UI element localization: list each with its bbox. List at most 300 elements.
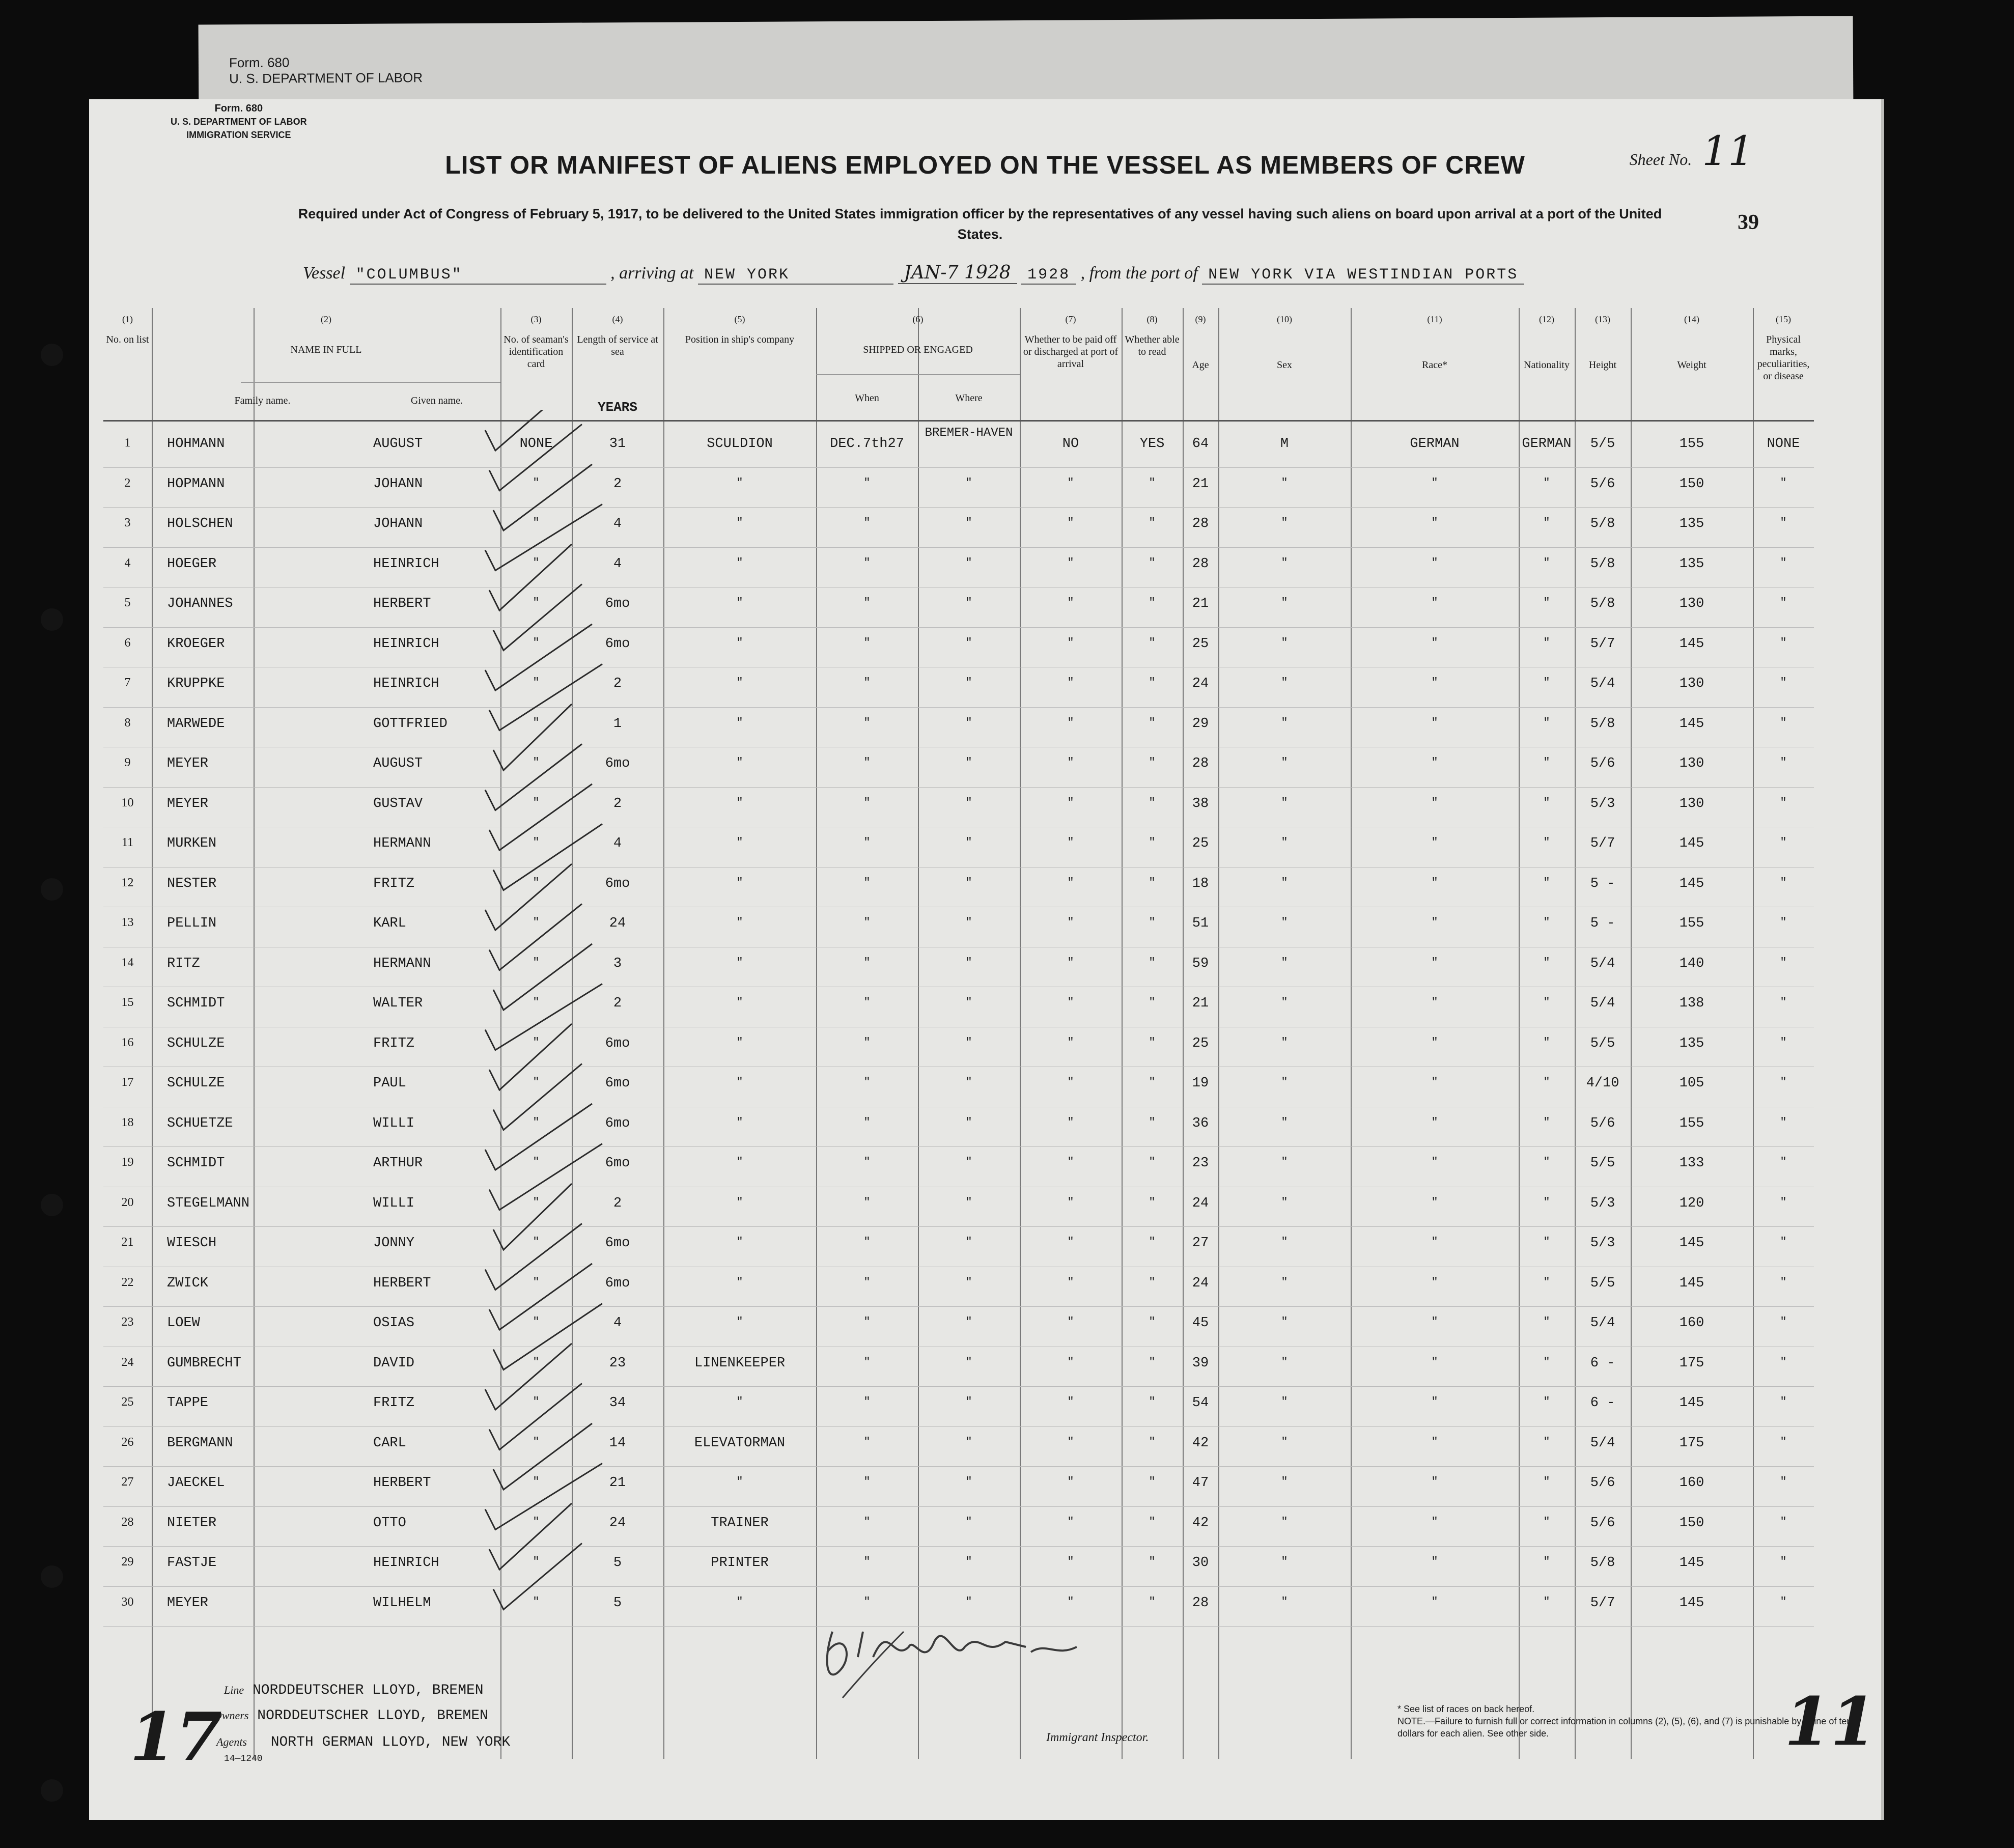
check-mark [489,1384,582,1450]
column-header-family: Family name. [234,395,291,406]
cell-sex: " [1281,716,1288,729]
cell-family: JAECKEL [167,1475,225,1491]
cell-where: " [965,1195,972,1209]
binder-hole [41,1194,63,1216]
cell-card: " [533,1475,540,1488]
cell-paid: " [1067,996,1074,1009]
inspector-label: Immigrant Inspector. [1046,1731,1149,1744]
header-subrule [241,382,500,383]
cell-race: " [1431,676,1438,689]
column-number: (15) [1776,314,1791,324]
check-mark [489,664,602,731]
cell-nat: GERMAN [1522,436,1572,452]
cell-no: 4 [124,556,131,570]
table-row-rule [103,1226,1814,1227]
cell-family: KROEGER [167,636,225,652]
cell-marks: " [1780,796,1787,809]
cell-weight: 120 [1679,1195,1704,1211]
table-row-rule [103,627,1814,628]
cell-where: " [965,516,972,529]
cell-given: WALTER [373,996,423,1011]
cell-where: " [965,1275,972,1289]
cell-marks: " [1780,556,1787,569]
cell-height: 5/5 [1590,1035,1615,1051]
cell-service: 4 [613,836,622,851]
cell-nat: " [1543,476,1550,489]
cell-race: " [1431,956,1438,969]
cell-no: 9 [124,756,131,769]
vessel-line: Vessel "COLUMBUS" , arriving at NEW YORK JAN-7 1928 1928 , from the port of NEW YORK VIA WESTINDIAN PORTS [303,262,1524,285]
cell-where: " [965,1435,972,1448]
stamp-number-left: 17 [130,1698,222,1776]
cell-paid: NO [1062,436,1079,452]
cell-card: " [533,876,540,889]
cell-where: " [965,1355,972,1368]
cell-age: 47 [1192,1475,1209,1491]
cell-paid: " [1067,1156,1074,1168]
table-row-rule [103,1426,1814,1427]
column-rule [152,308,153,1759]
cell-nat: " [1543,1355,1550,1368]
cell-sex: " [1281,1515,1288,1528]
column-header-c14: Weight [1677,359,1707,371]
cell-position: LINENKEEPER [694,1355,786,1371]
cell-paid: " [1067,1236,1074,1248]
cell-paid: " [1067,676,1074,689]
cell-where: " [965,1156,972,1168]
cell-weight: 138 [1679,996,1704,1011]
cell-weight: 155 [1679,916,1704,931]
cell-where: " [965,476,972,489]
cell-sex: " [1281,516,1288,529]
cell-race: " [1431,1275,1438,1289]
cell-given: GOTTFRIED [373,716,447,732]
cell-given: KARL [373,916,406,931]
cell-race: " [1431,836,1438,849]
cell-age: 25 [1192,836,1209,851]
cell-given: AUGUST [373,436,423,452]
cell-where: " [965,996,972,1009]
cell-nat: " [1543,1076,1550,1088]
cell-weight: 150 [1679,1515,1704,1531]
column-number: (8) [1146,314,1158,324]
cell-family: HOPMANN [167,476,225,492]
cell-height: 5/7 [1590,1595,1615,1611]
cell-age: 21 [1192,596,1209,611]
arriving-port: NEW YORK [698,266,893,285]
check-mark [489,1024,572,1090]
cell-marks: " [1780,1355,1787,1368]
cell-family: MEYER [167,756,209,771]
cell-paid: " [1067,1035,1074,1049]
cell-position: " [736,556,743,569]
under-form-label: Form. 680 U. S. DEPARTMENT OF LABOR [229,54,423,87]
cell-nat: " [1543,1275,1550,1289]
cell-read: " [1149,636,1156,649]
cell-nat: " [1543,836,1550,849]
cell-where: " [965,1555,972,1568]
cell-family: NIETER [167,1515,217,1531]
cell-where: " [965,1515,972,1528]
cell-sex: " [1281,1555,1288,1568]
cell-height: 5/8 [1590,516,1615,531]
cell-family: MEYER [167,1595,209,1611]
cell-age: 27 [1192,1236,1209,1251]
cell-card: " [533,756,540,769]
cell-race: " [1431,1115,1438,1129]
cell-service: 6mo [605,636,630,652]
cell-height: 5/4 [1590,996,1615,1011]
cell-age: 51 [1192,916,1209,931]
arrival-date: JAN-7 1928 [898,262,1017,284]
cell-family: ZWICK [167,1275,209,1291]
cell-family: BERGMANN [167,1435,233,1451]
cell-service: 1 [613,716,622,732]
cell-paid: " [1067,1115,1074,1129]
cell-nat: " [1543,796,1550,809]
cell-read: " [1149,1355,1156,1368]
cell-weight: 135 [1679,556,1704,572]
cell-paid: " [1067,916,1074,929]
cell-when: " [863,1475,871,1488]
check-mark [489,904,582,970]
cell-weight: 135 [1679,1035,1704,1051]
cell-read: " [1149,1195,1156,1209]
cell-paid: " [1067,516,1074,529]
cell-family: SCHMIDT [167,1156,225,1171]
cell-position: " [736,956,743,969]
cell-height: 5/8 [1590,1555,1615,1571]
check-mark [489,1144,602,1210]
check-marks [470,410,724,1683]
cell-no: 10 [121,796,134,809]
cell-marks: " [1780,916,1787,929]
sheet-number: Sheet No. 11 [1629,127,1754,175]
cell-given: JONNY [373,1236,415,1251]
cell-race: " [1431,1195,1438,1209]
binder-hole [41,1779,63,1802]
cell-marks: " [1780,1395,1787,1408]
check-mark [485,505,602,571]
footnote: * See list of races on back hereof. NOTE.—Failure to furnish full or correct information in columns (2), (5), (6), and (7) is punishable by a fine of ten dollars for each alien. See other side. [1397,1704,1852,1739]
cell-weight: 140 [1679,956,1704,971]
cell-service: 5 [613,1595,622,1611]
cell-where: " [965,636,972,649]
column-number: (11) [1427,314,1442,324]
cell-where: " [965,1595,972,1608]
cell-position: " [736,636,743,649]
cell-where: BREMER-HAVEN [925,426,1013,440]
table-row-rule [103,1546,1814,1547]
cell-race: " [1431,756,1438,769]
cell-no: 15 [121,996,134,1009]
cell-age: 59 [1192,956,1209,971]
cell-card: " [533,1315,540,1328]
cell-given: HEINRICH [373,556,439,572]
cell-family: TAPPE [167,1395,209,1411]
cell-family: MURKEN [167,836,217,851]
cell-age: 64 [1192,436,1209,452]
cell-card: NONE [519,436,553,452]
cell-where: " [965,796,972,809]
cell-sex: " [1281,1315,1288,1328]
cell-age: 29 [1192,716,1209,732]
cell-card: " [533,716,540,729]
cell-age: 45 [1192,1315,1209,1331]
check-mark [493,1304,602,1370]
cell-read: " [1149,756,1156,769]
cell-paid: " [1067,956,1074,969]
cell-paid: " [1067,1275,1074,1289]
cell-weight: 160 [1679,1315,1704,1331]
cell-position: " [736,1315,743,1328]
cell-race: " [1431,1236,1438,1248]
cell-position: " [736,796,743,809]
check-mark [489,1503,572,1570]
cell-position: " [736,1076,743,1088]
cell-sex: " [1281,556,1288,569]
cell-when: " [863,996,871,1009]
cell-age: 23 [1192,1156,1209,1171]
cell-given: OSIAS [373,1315,415,1331]
cell-paid: " [1067,756,1074,769]
cell-weight: 135 [1679,516,1704,531]
cell-when: DEC.7th27 [830,436,904,452]
cell-read: " [1149,796,1156,809]
cell-height: 5/4 [1590,676,1615,691]
cell-where: " [965,556,972,569]
cell-family: RITZ [167,956,200,971]
cell-where: " [965,756,972,769]
cell-paid: " [1067,716,1074,729]
cell-race: GERMAN [1410,436,1460,452]
cell-read: YES [1139,436,1165,452]
cell-sex: " [1281,996,1288,1009]
cell-no: 2 [124,476,131,490]
cell-service: 24 [609,1515,626,1531]
cell-marks: " [1780,516,1787,529]
cell-height: 5/8 [1590,596,1615,611]
cell-family: NESTER [167,876,217,891]
cell-no: 1 [124,436,131,450]
cell-family: HOLSCHEN [167,516,233,531]
cell-given: HEINRICH [373,676,439,691]
cell-sex: " [1281,956,1288,969]
cell-when: " [863,1275,871,1289]
column-header-c13: Height [1588,359,1617,371]
cell-card: " [533,1275,540,1289]
cell-race: " [1431,1315,1438,1328]
cell-paid: " [1067,1315,1074,1328]
cell-given: OTTO [373,1515,406,1531]
column-number: (10) [1277,314,1292,324]
cell-position: " [736,1156,743,1168]
cell-where: " [965,1475,972,1488]
cell-nat: " [1543,1195,1550,1209]
cell-nat: " [1543,1395,1550,1408]
cell-service: 2 [613,796,622,811]
cell-card: " [533,556,540,569]
cell-no: 20 [121,1195,134,1209]
cell-nat: " [1543,516,1550,529]
cell-nat: " [1543,676,1550,689]
cell-given: HERBERT [373,1475,431,1491]
table-row-rule [103,1586,1814,1587]
cell-paid: " [1067,836,1074,849]
cell-given: HERBERT [373,1275,431,1291]
cell-no: 17 [121,1076,134,1089]
cell-height: 6 - [1590,1395,1615,1411]
cell-weight: 130 [1679,796,1704,811]
cell-card: " [533,956,540,969]
column-header-c11: Race* [1422,359,1447,371]
table-row-rule [103,1146,1814,1147]
cell-race: " [1431,996,1438,1009]
cell-when: " [863,1195,871,1209]
cell-when: " [863,1395,871,1408]
cell-marks: " [1780,1115,1787,1129]
cell-family: SCHULZE [167,1076,225,1091]
cell-service: 2 [613,476,622,492]
column-header-c8: Whether able to read [1125,334,1180,357]
cell-when: " [863,1515,871,1528]
cell-marks: " [1780,1475,1787,1488]
cell-where: " [965,1315,972,1328]
cell-age: 21 [1192,476,1209,492]
cell-position: " [736,1595,743,1608]
cell-given: HEINRICH [373,1555,439,1571]
cell-family: WIESCH [167,1236,217,1251]
cell-age: 38 [1192,796,1209,811]
cell-position: " [736,1475,743,1488]
cell-paid: " [1067,1395,1074,1408]
cell-when: " [863,716,871,729]
column-header-c10: Sex [1277,359,1292,371]
table-row-rule [103,1506,1814,1507]
table-row-rule [103,1306,1814,1307]
line-field: Line NORDDEUTSCHER LLOYD, BREMEN [224,1683,484,1698]
cell-sex: " [1281,676,1288,689]
cell-no: 14 [121,956,134,969]
cell-given: WILLI [373,1195,415,1211]
cell-no: 8 [124,716,131,730]
cell-service: 31 [609,436,626,452]
cell-read: " [1149,516,1156,529]
cell-given: PAUL [373,1076,406,1091]
check-mark [485,744,582,810]
document-title: LIST OR MANIFEST OF ALIENS EMPLOYED ON THE VESSEL AS MEMBERS OF CREW [445,151,1525,179]
cell-position: PRINTER [711,1555,769,1571]
cell-where: " [965,596,972,609]
cell-race: " [1431,1515,1438,1528]
cell-weight: 133 [1679,1156,1704,1171]
cell-position: TRAINER [711,1515,769,1531]
binder-hole [41,344,63,366]
cell-nat: " [1543,1115,1550,1129]
cell-age: 25 [1192,636,1209,652]
cell-card: " [533,1115,540,1129]
cell-sex: " [1281,1076,1288,1088]
cell-race: " [1431,1355,1438,1368]
cell-marks: " [1780,836,1787,849]
cell-card: " [533,1395,540,1408]
cell-age: 28 [1192,556,1209,572]
cell-no: 23 [121,1315,134,1329]
check-mark [485,984,602,1050]
check-mark [493,824,602,890]
cell-no: 13 [121,916,134,929]
cell-height: 5/4 [1590,1435,1615,1451]
cell-position: " [736,596,743,609]
cell-no: 19 [121,1156,134,1169]
cell-service: 6mo [605,1236,630,1251]
cell-age: 54 [1192,1395,1209,1411]
cell-given: HERMANN [373,956,431,971]
cell-card: " [533,796,540,809]
page-number: 39 [1738,211,1759,234]
form-code: 14—1240 [224,1754,263,1764]
cell-when: " [863,556,871,569]
cell-position: " [736,1115,743,1129]
cell-height: 5/7 [1590,636,1615,652]
cell-race: " [1431,876,1438,889]
cell-height: 5/3 [1590,1236,1615,1251]
cell-paid: " [1067,596,1074,609]
cell-marks: " [1780,1195,1787,1209]
cell-height: 5/4 [1590,956,1615,971]
cell-nat: " [1543,1035,1550,1049]
cell-age: 28 [1192,1595,1209,1611]
cell-race: " [1431,1595,1438,1608]
cell-weight: 130 [1679,756,1704,771]
cell-marks: " [1780,1156,1787,1168]
cell-family: PELLIN [167,916,217,931]
cell-race: " [1431,636,1438,649]
cell-position: " [736,1195,743,1209]
cell-weight: 105 [1679,1076,1704,1091]
cell-position: " [736,836,743,849]
cell-when: " [863,1236,871,1248]
cell-marks: " [1780,1076,1787,1088]
cell-when: " [863,756,871,769]
cell-family: JOHANNES [167,596,233,611]
agents-field: Agents NORTH GERMAN LLOYD, NEW YORK [216,1734,511,1750]
cell-card: " [533,1236,540,1248]
column-number: (1) [122,314,133,324]
cell-read: " [1149,556,1156,569]
cell-family: MEYER [167,796,209,811]
cell-no: 5 [124,596,131,609]
cell-paid: " [1067,1195,1074,1209]
table-row-rule [103,1386,1814,1387]
cell-when: " [863,956,871,969]
cell-no: 3 [124,516,131,529]
cell-sex: " [1281,1115,1288,1129]
cell-card: " [533,1435,540,1448]
check-mark [485,1464,602,1530]
column-number: (3) [530,314,542,324]
cell-no: 21 [121,1236,134,1249]
cell-sex: " [1281,876,1288,889]
cell-family: STEGELMANN [167,1195,250,1211]
cell-age: 24 [1192,1275,1209,1291]
binder-hole [41,1565,63,1588]
cell-weight: 150 [1679,476,1704,492]
cell-given: FRITZ [373,876,415,891]
cell-position: " [736,876,743,889]
cell-nat: " [1543,636,1550,649]
cell-given: JOHANN [373,476,423,492]
